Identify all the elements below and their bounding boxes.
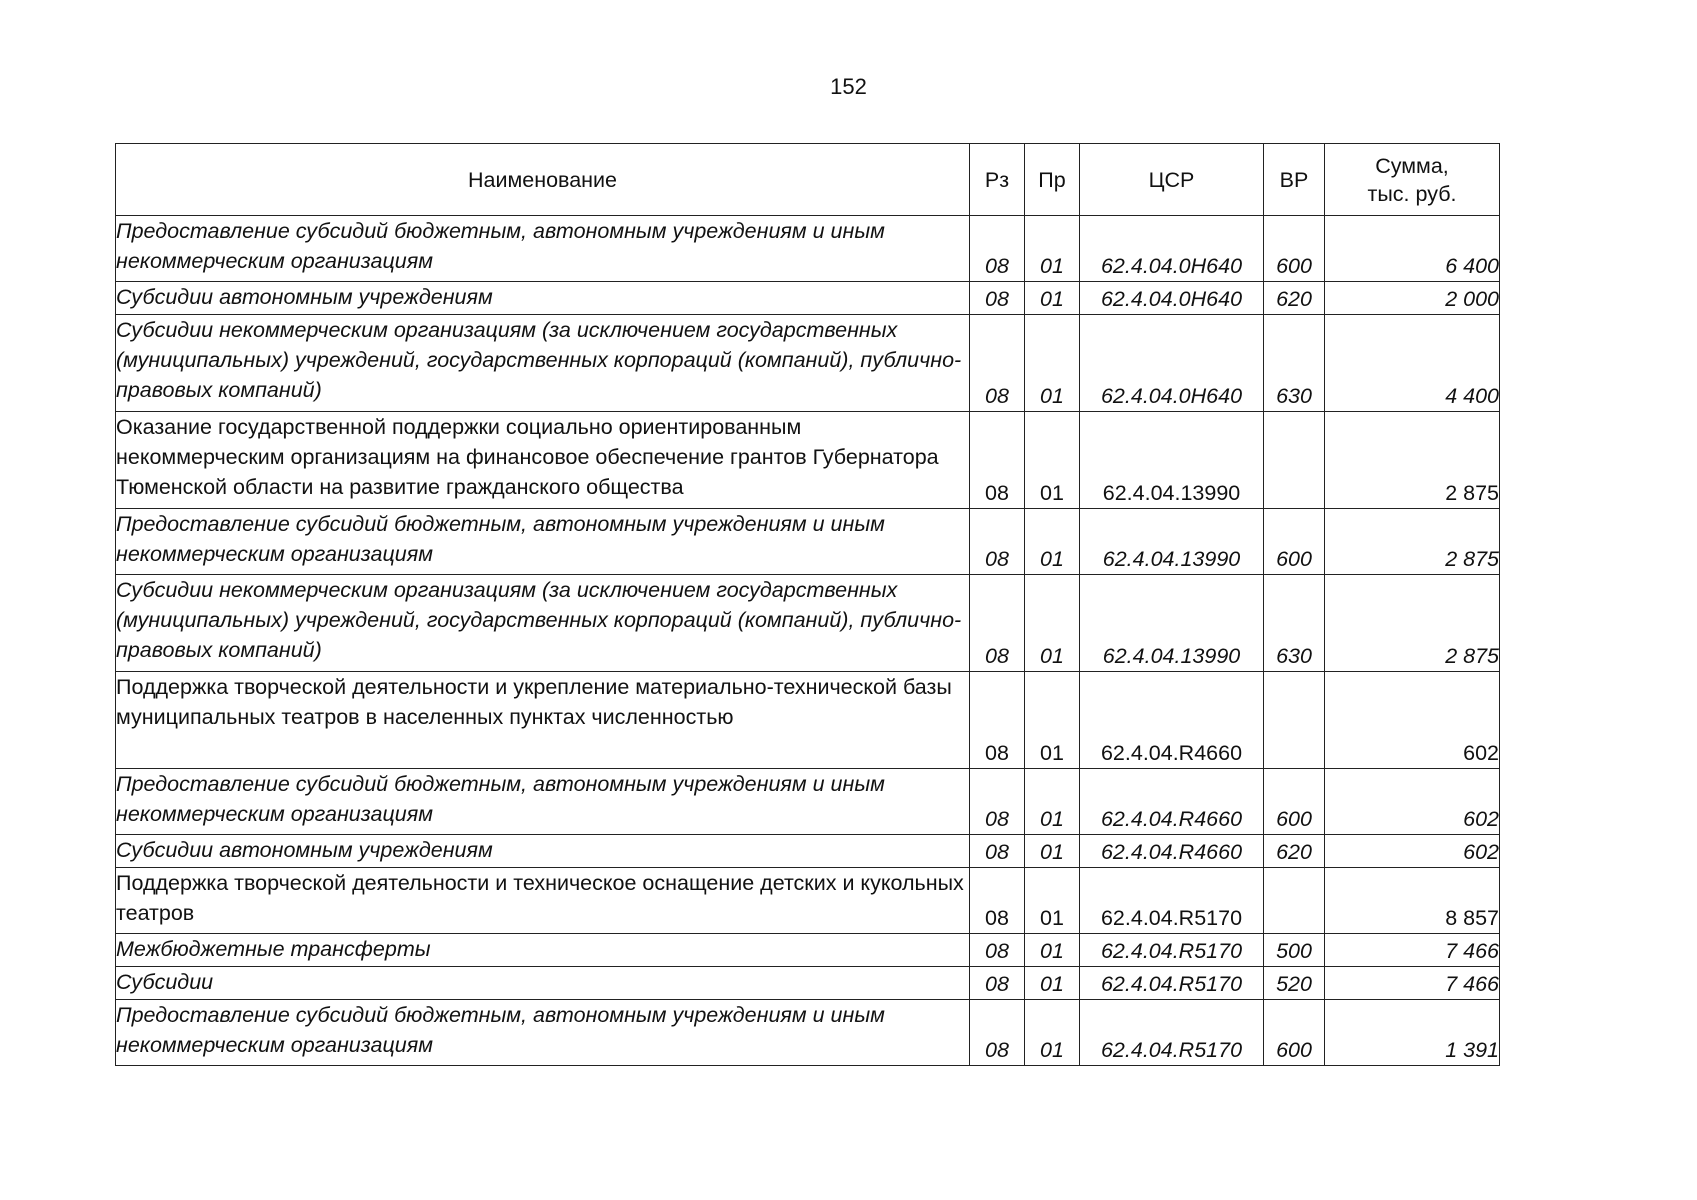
row-rz: 08: [970, 835, 1025, 868]
budget-table: [115, 143, 1500, 1066]
row-rz: 08: [970, 315, 1025, 412]
header-sum-line2: тыс. руб.: [1367, 181, 1457, 206]
row-rz: 08: [970, 967, 1025, 1000]
row-rz: 08: [970, 282, 1025, 315]
row-pr: 01: [1025, 672, 1080, 769]
row-name: Предоставление субсидий бюджетным, автономным учреждениям и иным некоммерческим организациям: [116, 769, 970, 835]
table-row: [116, 967, 1500, 1000]
row-sum: 7 466: [1325, 967, 1500, 1000]
row-pr: 01: [1025, 412, 1080, 509]
row-pr: 01: [1025, 575, 1080, 672]
row-sum: 602: [1325, 769, 1500, 835]
row-name: Субсидии автономным учреждениям: [116, 282, 970, 315]
header-rz: Рз: [970, 144, 1025, 216]
row-rz: 08: [970, 1000, 1025, 1066]
row-sum: 8 857: [1325, 868, 1500, 934]
table-row: [116, 934, 1500, 967]
row-rz: 08: [970, 769, 1025, 835]
row-vr: 520: [1264, 967, 1325, 1000]
page-number: 152: [830, 74, 867, 99]
row-sum: 2 875: [1325, 575, 1500, 672]
table-row: [116, 672, 1500, 769]
table-row: [116, 216, 1500, 282]
row-name: Субсидии автономным учреждениям: [116, 835, 970, 868]
row-name: Поддержка творческой деятельности и техническое оснащение детских и кукольных театров: [116, 868, 970, 934]
row-vr: 600: [1264, 216, 1325, 282]
row-rz: 08: [970, 575, 1025, 672]
row-vr: 620: [1264, 835, 1325, 868]
row-vr: 630: [1264, 315, 1325, 412]
table-row: [116, 769, 1500, 835]
row-vr: [1264, 412, 1325, 509]
row-sum: 602: [1325, 672, 1500, 769]
row-csr: 62.4.04.0Н640: [1080, 282, 1264, 315]
row-vr: 630: [1264, 575, 1325, 672]
row-pr: 01: [1025, 934, 1080, 967]
row-pr: 01: [1025, 967, 1080, 1000]
header-csr: ЦСР: [1080, 144, 1264, 216]
row-name: Предоставление субсидий бюджетным, автономным учреждениям и иным некоммерческим организациям: [116, 1000, 970, 1066]
row-sum: 2 000: [1325, 282, 1500, 315]
row-vr: 600: [1264, 769, 1325, 835]
row-vr: 500: [1264, 934, 1325, 967]
row-pr: 01: [1025, 282, 1080, 315]
row-csr: 62.4.04.R4660: [1080, 672, 1264, 769]
row-csr: 62.4.04.R4660: [1080, 769, 1264, 835]
table-row: [116, 315, 1500, 412]
row-csr: 62.4.04.R4660: [1080, 835, 1264, 868]
row-rz: 08: [970, 934, 1025, 967]
row-csr: 62.4.04.R5170: [1080, 934, 1264, 967]
row-pr: 01: [1025, 1000, 1080, 1066]
header-name: Наименование: [116, 144, 970, 216]
row-pr: 01: [1025, 868, 1080, 934]
row-sum: 2 875: [1325, 412, 1500, 509]
table-header-row: [116, 144, 1500, 216]
row-rz: 08: [970, 509, 1025, 575]
row-sum: 4 400: [1325, 315, 1500, 412]
row-name: Межбюджетные трансферты: [116, 934, 970, 967]
row-pr: 01: [1025, 315, 1080, 412]
table-row: [116, 412, 1500, 509]
row-vr: [1264, 672, 1325, 769]
table-row: [116, 509, 1500, 575]
row-csr: 62.4.04.13990: [1080, 509, 1264, 575]
header-pr: Пр: [1025, 144, 1080, 216]
row-sum: 1 391: [1325, 1000, 1500, 1066]
table-row: [116, 282, 1500, 315]
row-csr: 62.4.04.R5170: [1080, 967, 1264, 1000]
row-pr: 01: [1025, 509, 1080, 575]
row-csr: 62.4.04.13990: [1080, 575, 1264, 672]
row-sum: 602: [1325, 835, 1500, 868]
row-name: Оказание государственной поддержки социально ориентированным некоммерческим организациям на финансовое обеспечение грантов Губернатора Тюменской области на развитие гражданского общества: [116, 412, 970, 509]
row-csr: 62.4.04.R5170: [1080, 1000, 1264, 1066]
row-name: Предоставление субсидий бюджетным, автономным учреждениям и иным некоммерческим организациям: [116, 509, 970, 575]
header-sum: [1325, 144, 1500, 216]
table-row: [116, 868, 1500, 934]
row-vr: 620: [1264, 282, 1325, 315]
table-row: [116, 1000, 1500, 1066]
row-csr: 62.4.04.13990: [1080, 412, 1264, 509]
row-name: Субсидии некоммерческим организациям (за исключением государственных (муниципальных) учреждений, государственных корпораций (компаний), публично-правовых компаний): [116, 575, 970, 672]
row-vr: [1264, 868, 1325, 934]
row-pr: 01: [1025, 769, 1080, 835]
row-csr: 62.4.04.0Н640: [1080, 216, 1264, 282]
row-name: Предоставление субсидий бюджетным, автономным учреждениям и иным некоммерческим организациям: [116, 216, 970, 282]
row-rz: 08: [970, 672, 1025, 769]
row-pr: 01: [1025, 216, 1080, 282]
row-name: Поддержка творческой деятельности и укрепление материально-технической базы муниципальных театров в населенных пунктах численностью: [116, 672, 970, 769]
header-vr: ВР: [1264, 144, 1325, 216]
header-sum-line1: Сумма,: [1375, 153, 1449, 178]
row-rz: 08: [970, 412, 1025, 509]
row-vr: 600: [1264, 1000, 1325, 1066]
row-name: Субсидии: [116, 967, 970, 1000]
table-body: [116, 216, 1500, 1066]
row-csr: 62.4.04.0Н640: [1080, 315, 1264, 412]
row-sum: 2 875: [1325, 509, 1500, 575]
row-rz: 08: [970, 868, 1025, 934]
table-row: [116, 575, 1500, 672]
row-csr: 62.4.04.R5170: [1080, 868, 1264, 934]
row-vr: 600: [1264, 509, 1325, 575]
row-sum: 6 400: [1325, 216, 1500, 282]
row-rz: 08: [970, 216, 1025, 282]
row-sum: 7 466: [1325, 934, 1500, 967]
row-name: Субсидии некоммерческим организациям (за исключением государственных (муниципальных) учреждений, государственных корпораций (компаний), публично-правовых компаний): [116, 315, 970, 412]
row-pr: 01: [1025, 835, 1080, 868]
table-row: [116, 835, 1500, 868]
